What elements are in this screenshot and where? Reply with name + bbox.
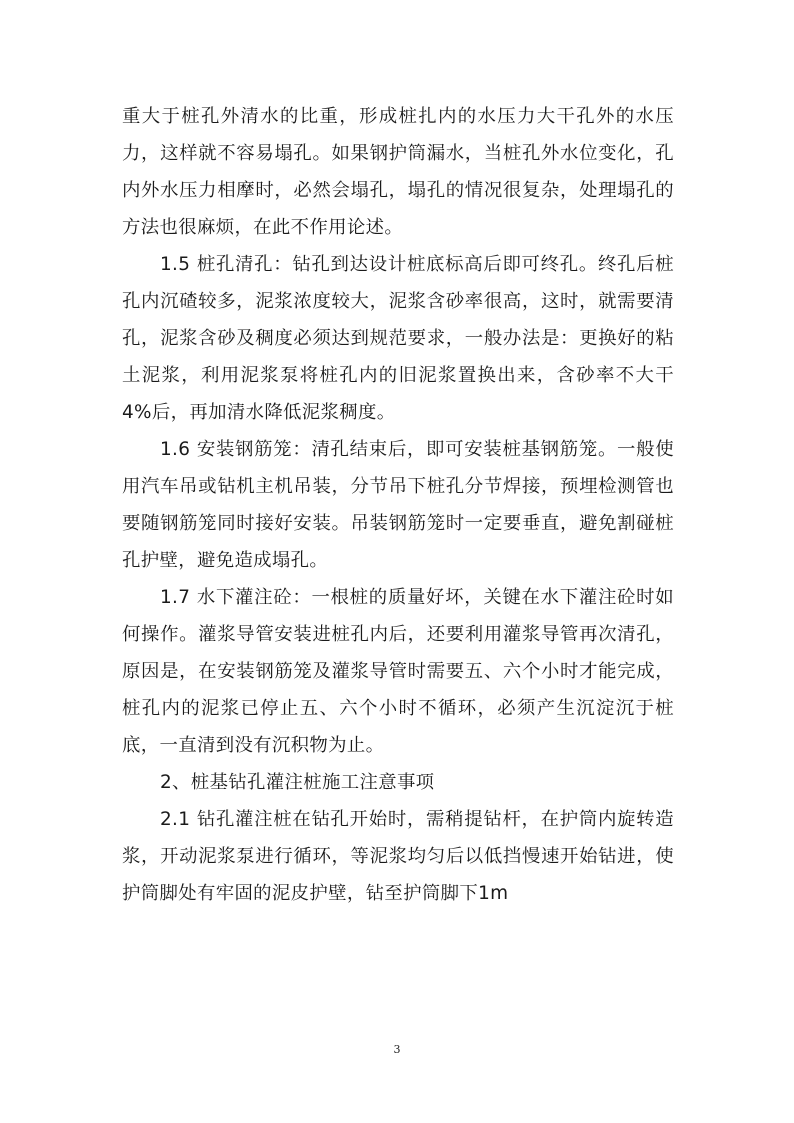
- paragraph-1-5-hole-cleaning: 1.5 桩孔清孔：钻孔到达设计桩底标高后即可终孔。终孔后桩孔内沉碴较多，泥浆浓度较大，泥浆含砂率很高，这时，就需要清孔，泥浆含砂及稠度必须达到规范要求，一般办法是：更换好的粘土泥浆，利用泥浆泵将桩孔内的旧泥浆置换出来，含砂率不大干4%后，再加清水降低泥浆稠度。: [122, 254, 674, 423]
- paragraph-1-7-underwater-concrete: 1.7 水下灌注砼：一根桩的质量好坏，关键在水下灌注砼时如何操作。灌浆导管安装进桩孔内后，还要利用灌浆导管再次清孔，原因是，在安装钢筋笼及灌浆导管时需要五、六个小时才能完成，桩孔内的泥浆已停止五、六个小时不循环，必须产生沉淀沉于桩底，一直清到没有沉积物为止。: [122, 587, 674, 756]
- paragraph-collapse-pressure: 重大于桩孔外清水的比重，形成桩扎内的水压力大干孔外的水压力，这样就不容易塌孔。如果钢护筒漏水，当桩孔外水位变化，孔内外水压力相摩时，必然会塌孔，塌孔的情况很复杂，处理塌孔的方法也很麻烦，在此不作用论述。: [122, 106, 674, 238]
- paragraph-2-1-drilling-start: 2.1 钻孔灌注桩在钻孔开始时，需稍提钻杆，在护筒内旋转造浆，开动泥浆泵进行循环，等泥浆均匀后以低挡慢速开始钻进，使护筒脚处有牢固的泥皮护壁，钻至护筒脚下1m: [122, 809, 674, 904]
- section-heading-2: 2、桩基钻孔灌注桩施工注意事项: [160, 772, 435, 793]
- body-text: [122, 98, 674, 912]
- page-number: 3: [393, 1043, 401, 1056]
- paragraph-1-6-rebar-cage: 1.6 安装钢筋笼：清孔结束后，即可安装桩基钢筋笼。一般使用汽车吊或钻机主机吊装，分节吊下桩孔分节焊接，预埋检测管也要随钢筋笼同时接好安装。吊装钢筋笼时一定要垂直，避免割碰桩孔护壁，避免造成塌孔。: [122, 439, 674, 571]
